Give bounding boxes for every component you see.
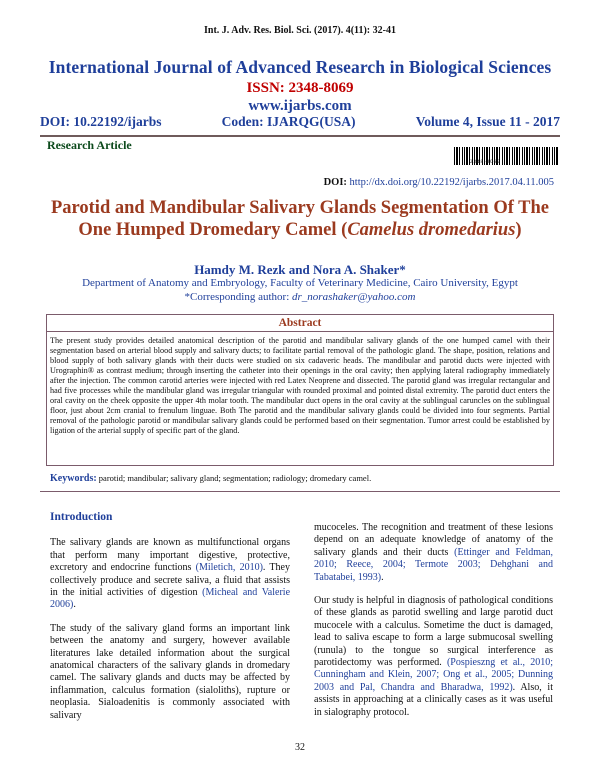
- p1-text-b: . They collectively produce and secrete saliva, a fluid that assists in the initial activities of digestion: [50, 562, 290, 599]
- page-number: 32: [295, 742, 305, 753]
- abstract-divider: [46, 331, 554, 332]
- keywords: [50, 473, 550, 484]
- article-title: [40, 197, 560, 241]
- p3-text-a: mucoceles. The recognition and treatment of these lesions depend on an adequate knowledge of anatomy of the salivary glands and their ducts: [314, 522, 553, 558]
- citation-link[interactable]: (Miletich, 2010): [195, 562, 263, 574]
- abstract-body: The present study provides detailed anatomical description of the parotid and mandibular salivary glands of the one humped camel with their segmentation based on arterial blood supply and salivary ducts; to facilitate partial removal of the pathologic gland. The shape, position, relations and blood supply of both salivary glands with their ducts were studied on six cadaveric heads. The mandibular and parotid ducts were injected with Urographin® as contrast medium; through inserting the catheter into their openings in the oral cavity; then applying lateral radiography immediately after the injection. The common carotid arteries were injected with red Latex Neoprene and dissected. The parotid gland was irregular rectangular and had five processes while the mandibular gland was irregular triangular with rounded proximal and pointed distal extremity. The parotid duct enters the oral cavity on the cheek opposite the upper 4th molar tooth. The mandibular duct opens in the oral cavity at the sublingual caruncles on the sublingual floor, just about 2cm cranial to frenulum linguae. Both The parotid and the mandibular salivary glands could be divided into four segments. Partial removal of the pathologic parotid or mandibular salivary glands could be performed based on their segmentation. Tumor arrest could be established by ligation of the arterial supply of specific part of the gland.: [50, 336, 550, 435]
- journal-title: International Journal of Advanced Research in Biological Sciences: [48, 57, 552, 77]
- corresponding-author: [0, 291, 600, 303]
- introduction-heading: Introduction: [50, 511, 113, 523]
- citation-link[interactable]: (Micheal and Valerie 2006): [50, 587, 291, 611]
- journal-coden: Coden: IJARQG(USA): [221, 114, 356, 129]
- running-head: Int. J. Adv. Res. Biol. Sci. (2017). 4(11): 32-41: [204, 25, 396, 36]
- journal-doi: DOI: 10.22192/ijarbs: [40, 114, 162, 129]
- right-column: [314, 522, 553, 730]
- citation-link[interactable]: (Pospieszng et al., 2010; Cunningham and Klein, 2007; Ong et al., 2005; Dunning 2003 and Pal, Chandra and Bharadwa, 1992): [314, 657, 553, 693]
- intro-paragraph-2: The study of the salivary gland forms an important link between the anatomy and surgery, however available literatures lake detailed information about the surgical anatomical characters of the salivary glands in dromedary camel. The salivary glands and ducts may be affected by inflammation, calculus formation (sialoliths), rupture or neoplasia. Sialoadenitis is commonly associated with salivary: [50, 622, 290, 721]
- abstract-heading: Abstract: [278, 317, 322, 329]
- article-doi: [324, 177, 554, 188]
- title-text: Parotid and Mandibular Salivary Glands Segmentation Of The One Humped Dromedary Camel (: [50, 198, 550, 240]
- intro-paragraph-3: [314, 522, 553, 584]
- keywords-label: Keywords:: [50, 473, 97, 484]
- keywords-divider: [40, 491, 560, 492]
- authors: Hamdy M. Rezk and Nora A. Shaker*: [194, 262, 406, 277]
- volume-issue: Volume 4, Issue 11 - 2017: [415, 114, 560, 129]
- p1-text-a: The salivary glands are known as multifunctional organs that perform many important digestive, protective, excretory and endocrine functions: [50, 537, 290, 574]
- article-type: Research Article: [47, 138, 132, 152]
- journal-website-link[interactable]: www.ijarbs.com: [248, 98, 352, 114]
- header-divider: [40, 135, 560, 137]
- doi-label: DOI:: [323, 177, 347, 188]
- title-close: ): [515, 220, 522, 240]
- barcode-caption: 2348-8069: [470, 160, 501, 165]
- p1-text-c: .: [73, 599, 76, 611]
- doi-link[interactable]: http://dx.doi.org/10.22192/ijarbs.2017.04.11.005: [349, 177, 554, 188]
- intro-paragraph-4: [314, 595, 553, 719]
- p4-text-b: . Also, it assists in approaching at a clinically cases as it was useful in sialography protocol.: [314, 681, 553, 718]
- p4-text-a: Our study is helpful in diagnosis of pathological conditions of these glands as parotid swelling and large parotid duct mucocele with a calculus. Sometime the duct is damaged, lead to saliva escape to form a large submucosal swelling (runula) to the tongue so surgical interference as parotidectomy was performed.: [314, 595, 553, 669]
- keywords-text: parotid; mandibular; salivary gland; segmentation; radiology; dromedary camel.: [96, 473, 372, 483]
- left-column: [50, 511, 290, 733]
- corresponding-label: *Corresponding author:: [184, 291, 293, 303]
- journal-meta-row: [40, 114, 560, 130]
- affiliation: Department of Anatomy and Embryology, Faculty of Veterinary Medicine, Cairo University, Egypt: [82, 277, 518, 289]
- title-species: Camelus dromedarius: [347, 220, 516, 240]
- issn: ISSN: 2348-8069: [246, 80, 354, 96]
- intro-paragraph-1: [50, 537, 290, 611]
- citation-link[interactable]: (Ettinger and Feldman, 2010; Reece, 2004; Termote 2003; Dehghani and Tabatabei, 1993): [314, 546, 553, 583]
- p3-text-b: .: [381, 571, 384, 583]
- corresponding-email-link[interactable]: dr_norashaker@yahoo.com: [292, 291, 416, 303]
